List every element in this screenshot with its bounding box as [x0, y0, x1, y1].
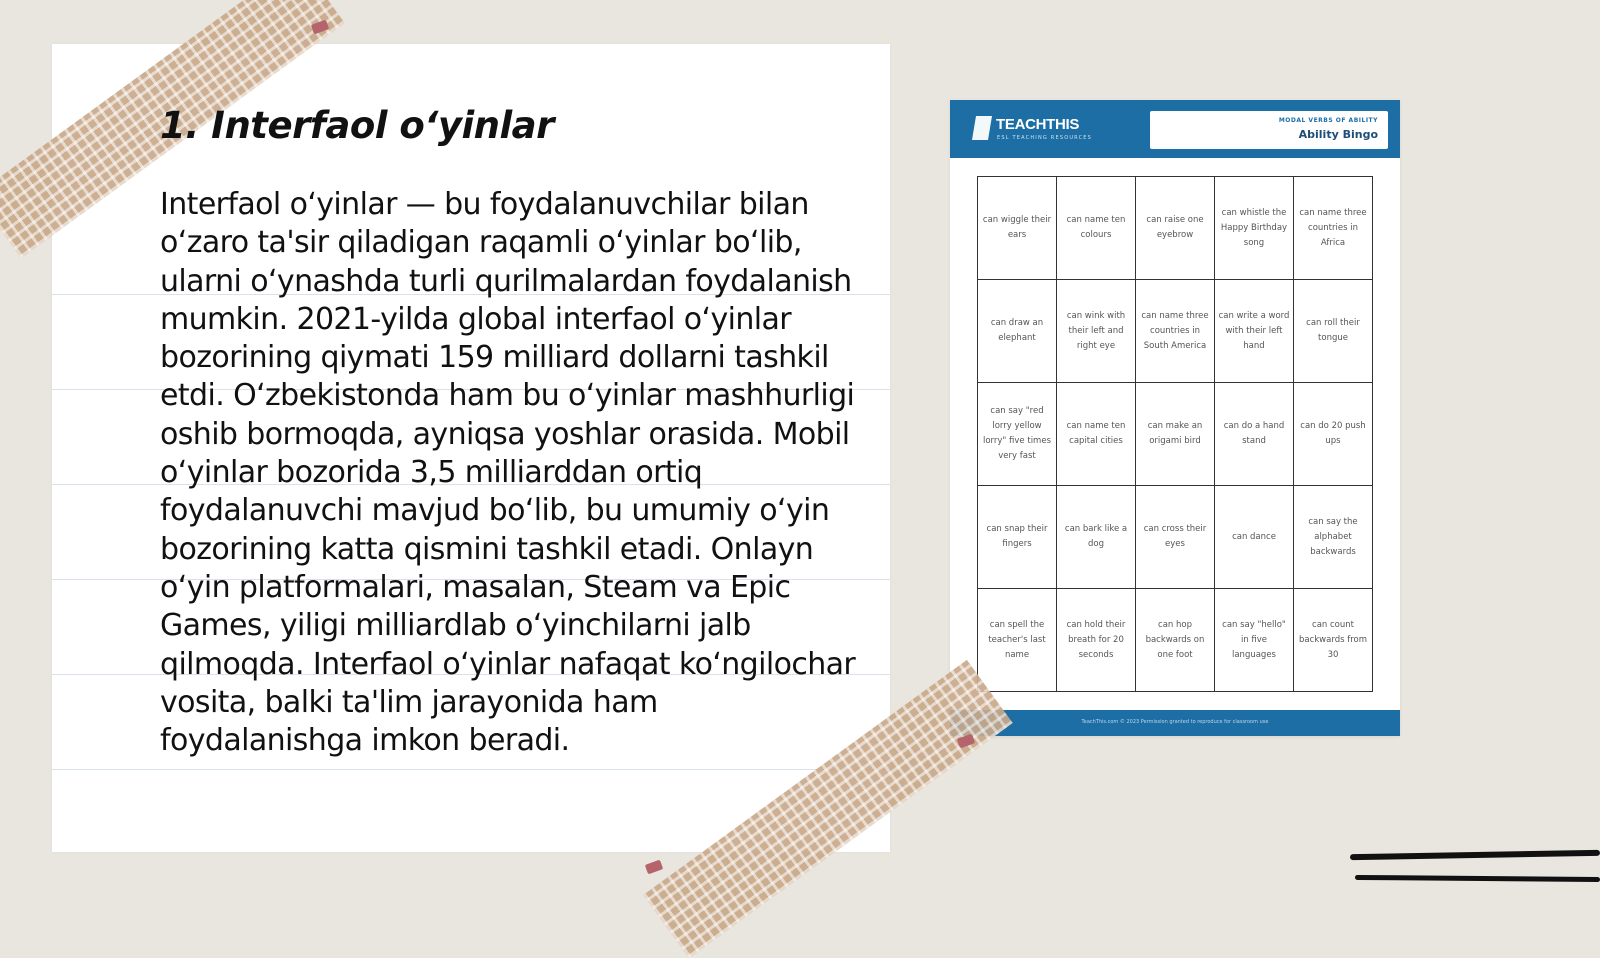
- bingo-cell: can hop backwards on one foot: [1136, 589, 1215, 692]
- bingo-cell: can name ten capital cities: [1057, 383, 1136, 486]
- decorative-brush-stroke: [1355, 875, 1600, 882]
- bingo-cell: can do 20 push ups: [1294, 383, 1373, 486]
- brand-subtitle: ESL TEACHING RESOURCES: [997, 135, 1093, 141]
- ruled-line: [52, 769, 890, 770]
- bingo-cell: can hold their breath for 20 seconds: [1057, 589, 1136, 692]
- worksheet-footer: [950, 710, 1400, 736]
- tape-pin: [645, 860, 663, 875]
- bingo-cell: can whistle the Happy Birthday song: [1215, 177, 1294, 280]
- bingo-cell: can say the alphabet backwards: [1294, 486, 1373, 589]
- bingo-worksheet-image: [950, 100, 1400, 736]
- bingo-cell: can wiggle their ears: [978, 177, 1057, 280]
- bingo-cell: can bark like a dog: [1057, 486, 1136, 589]
- worksheet-title-box: [1150, 111, 1388, 149]
- slide-title: 1. Interfaol o‘yinlar: [160, 104, 554, 147]
- bingo-cell: can dance: [1215, 486, 1294, 589]
- bingo-cell: can roll their tongue: [1294, 280, 1373, 383]
- slide-body-text: Interfaol o‘yinlar — bu foydalanuvchilar bilan o‘zaro ta'sir qiladigan raqamli o‘yinlar bo‘lib, ularni o‘ynashda turli qurilmalardan foydalanish mumkin. 2021-yilda global interfaol o‘yinlar bozorining qiymati 159 milliard dollarni tashkil etdi. O‘zbekistonda ham bu o‘yinlar mashhurligi oshib bormoqda, ayniqsa yoshlar orasida. Mobil o‘yinlar bozorida 3,5 milliarddan ortiq foydalanuvchi mavjud bo‘lib, bu umumiy o‘yin bozorining katta qismini tashkil etadi. Onlayn o‘yin platformalari, masalan, Steam va Epic Games, yiligi milliardlab o‘yinchilarni jalb qilmoqda. Interfaol o‘yinlar nafaqat ko‘ngilochar vosita, balki ta'lim jarayonida ham foydalanishga imkon beradi.: [160, 187, 856, 759]
- bingo-cell: can raise one eyebrow: [1136, 177, 1215, 280]
- book-logo-icon: [972, 116, 992, 140]
- bingo-cell: can wink with their left and right eye: [1057, 280, 1136, 383]
- bingo-cell: can spell the teacher's last name: [978, 589, 1057, 692]
- bingo-cell: can say "red lorry yellow lorry" five times very fast: [978, 383, 1057, 486]
- bingo-cell: can say "hello" in five languages: [1215, 589, 1294, 692]
- bingo-cell: can do a hand stand: [1215, 383, 1294, 486]
- bingo-grid: [977, 176, 1373, 692]
- brand-logo: TEACHTHIS: [996, 116, 1080, 133]
- bingo-cell: can make an origami bird: [1136, 383, 1215, 486]
- bingo-cell: can name ten colours: [1057, 177, 1136, 280]
- worksheet-footer-text: TeachThis.com © 2023 Permission granted to reproduce for classroom use: [1081, 719, 1269, 725]
- bingo-cell: can cross their eyes: [1136, 486, 1215, 589]
- worksheet-category: MODAL VERBS OF ABILITY: [1278, 117, 1378, 124]
- bingo-cell: can draw an elephant: [978, 280, 1057, 383]
- bingo-cell: can name three countries in Africa: [1294, 177, 1373, 280]
- worksheet-header: [950, 100, 1400, 158]
- bingo-cell: can snap their fingers: [978, 486, 1057, 589]
- bingo-cell: can write a word with their left hand: [1215, 280, 1294, 383]
- bingo-cell: can name three countries in South America: [1136, 280, 1215, 383]
- decorative-brush-stroke: [1350, 850, 1600, 860]
- bingo-cell: can count backwards from 30: [1294, 589, 1373, 692]
- worksheet-title: Ability Bingo: [1298, 128, 1378, 141]
